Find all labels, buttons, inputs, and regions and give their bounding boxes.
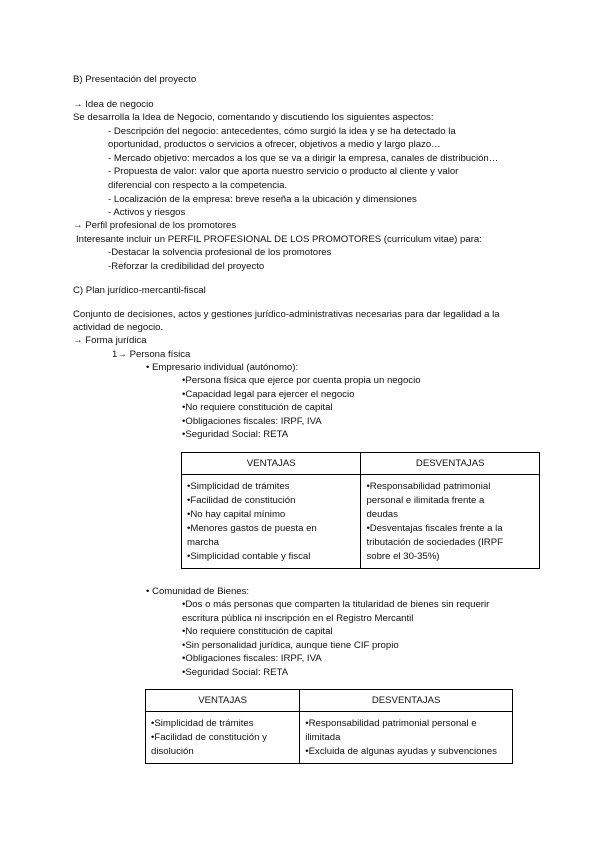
ventajas-cell <box>146 712 300 764</box>
ventaja-item: •No hay capital mínimo <box>187 509 286 520</box>
aspect-line: - Activos y riesgos <box>108 207 186 218</box>
desventaja-item: •Responsabilidad patrimonial <box>366 481 491 492</box>
ventajas-cell <box>182 475 361 569</box>
desventaja-item: tributación de sociedades (IRPF <box>366 537 503 548</box>
aspect-line: - Localización de la empresa: breve reseña a la ubicación y dimensiones <box>108 194 417 205</box>
comunidad-item: •Seguridad Social: RETA <box>182 667 289 678</box>
comunidad-item: •Dos o más personas que comparten la titularidad de bienes sin requerir <box>182 599 490 610</box>
perfil-heading: → Perfil profesional de los promotores <box>73 220 237 231</box>
empresario-item: •No requiere constitución de capital <box>182 402 333 413</box>
aspect-line: oportunidad, productos o servicios a ofrecer, objetivos a medio y largo plazo… <box>108 139 441 150</box>
desventaja-item: •Responsabilidad patrimonial personal e <box>305 718 477 729</box>
ventaja-item: •Simplicidad de trámites <box>151 718 254 729</box>
desventaja-item: personal e ilimitada frente a <box>366 495 485 506</box>
forma-heading: → Forma jurídica <box>73 335 147 346</box>
empresario-title: • Empresario individual (autónomo): <box>146 362 299 373</box>
ventaja-item: •Simplicidad contable y fiscal <box>187 551 311 562</box>
ventaja-item: •Facilidad de constitución <box>187 495 296 506</box>
aspect-line: - Mercado objetivo: mercados a los que se va a dirigir la empresa, canales de distribución… <box>108 153 499 164</box>
ventaja-item: disolución <box>151 746 194 757</box>
comunidad-item: •Obligaciones fiscales: IRPF, IVA <box>182 653 322 664</box>
desventajas-cell <box>300 712 513 764</box>
aspect-line: diferencial con respecto a la competencia. <box>108 180 288 191</box>
empresario-item: •Persona física que ejerce por cuenta propia un negocio <box>182 375 421 386</box>
section-c-intro: actividad de negocio. <box>73 322 164 333</box>
desventajas-header: DESVENTAJAS <box>300 690 513 712</box>
section-c-intro: Conjunto de decisiones, actos y gestiones jurídico-administrativas necesarias para dar legalidad a la <box>73 309 500 320</box>
idea-heading: → Idea de negocio <box>73 99 154 110</box>
empresario-table <box>181 452 540 569</box>
persona-heading: 1→ Persona física <box>112 349 191 360</box>
comunidad-title: • Comunidad de Bienes: <box>146 586 250 597</box>
perfil-item: -Reforzar la credibilidad del proyecto <box>108 261 265 272</box>
desventaja-item: •Excluida de algunas ayudas y subvenciones <box>305 746 497 757</box>
ventaja-item: •Facilidad de constitución y <box>151 732 267 743</box>
ventajas-header: VENTAJAS <box>182 453 361 475</box>
perfil-item: -Destacar la solvencia profesional de los promotores <box>108 247 332 258</box>
section-c-heading: C) Plan jurídico-mercantil-fiscal <box>73 285 206 296</box>
desventaja-item: •Desventajas fiscales frente a la <box>366 523 503 534</box>
idea-intro: Se desarrolla la Idea de Negocio, comentando y discutiendo los siguientes aspectos: <box>73 112 434 123</box>
ventajas-header: VENTAJAS <box>146 690 300 712</box>
comunidad-item: escritura pública ni inscripción en el Registro Mercantil <box>182 613 414 624</box>
empresario-item: •Capacidad legal para ejercer el negocio <box>182 389 355 400</box>
desventajas-cell <box>361 475 540 569</box>
comunidad-table <box>145 689 513 764</box>
ventaja-item: •Menores gastos de puesta en <box>187 523 317 534</box>
desventajas-header: DESVENTAJAS <box>361 453 540 475</box>
aspect-line: - Propuesta de valor: valor que aporta nuestro servicio o producto al cliente y valor <box>108 166 459 177</box>
ventaja-item: •Simplicidad de trámites <box>187 481 290 492</box>
desventaja-item: sobre el 30-35%) <box>366 551 440 562</box>
section-b-heading: B) Presentación del proyecto <box>73 74 197 85</box>
ventaja-item: marcha <box>187 537 219 548</box>
empresario-item: •Obligaciones fiscales: IRPF, IVA <box>182 416 322 427</box>
comunidad-item: •Sin personalidad jurídica, aunque tiene CIF propio <box>182 640 399 651</box>
comunidad-item: •No requiere constitución de capital <box>182 626 333 637</box>
desventaja-item: deudas <box>366 509 398 520</box>
perfil-text: Interesante incluir un PERFIL PROFESIONAL DE LOS PROMOTORES (curriculum vitae) para: <box>76 234 482 245</box>
empresario-item: •Seguridad Social: RETA <box>182 429 289 440</box>
aspect-line: - Descripción del negocio: antecedentes, cómo surgió la idea y se ha detectado la <box>108 126 456 137</box>
desventaja-item: ilimitada <box>305 732 341 743</box>
